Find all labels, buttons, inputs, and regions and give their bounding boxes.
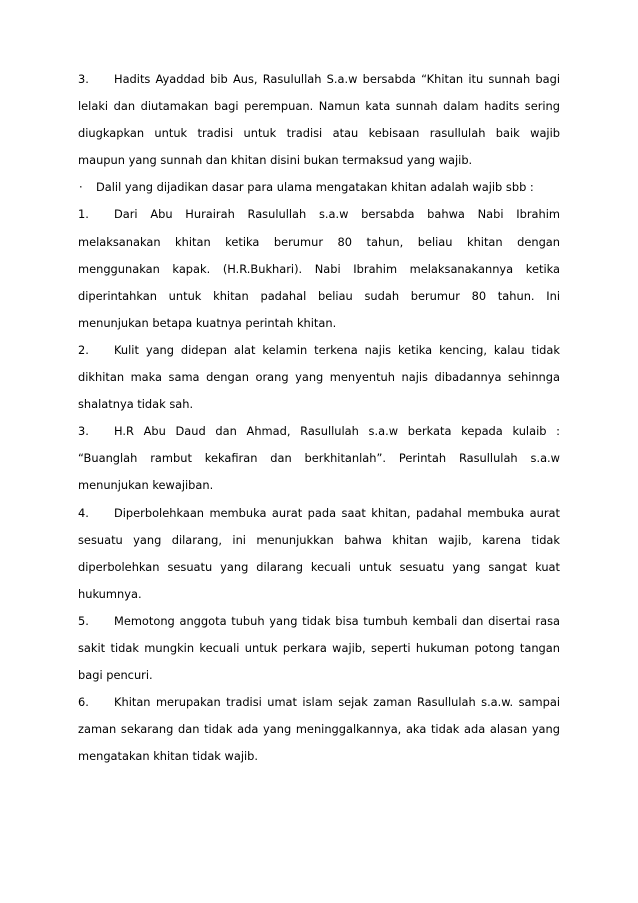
text-line: H.R Abu Daud dan Ahmad, Rasullulah s.a.w berkata kepada kulaib : <box>114 424 560 439</box>
argument-item-6 <box>78 689 560 770</box>
text-line: zaman sekarang dan tidak ada yang meninggalkannya, aka tidak ada alasan yang <box>78 722 560 737</box>
text-line: menunjukan betapa kuatnya perintah khitan. <box>78 315 337 330</box>
text-line: Dalil yang dijadikan dasar para ulama mengatakan khitan adalah wajib sbb : <box>96 180 534 195</box>
text-line: menunjukan kewajiban. <box>78 478 214 493</box>
text-line: shalatnya tidak sah. <box>78 397 194 412</box>
text-line: dikhitan maka sama dengan orang yang menyentuh najis dibadannya sehinnga <box>78 370 560 385</box>
list-number: 6. <box>78 695 89 710</box>
text-line: lelaki dan diutamakan bagi perempuan. Namun kata sunnah dalam hadits sering <box>78 99 560 114</box>
text-line: diugkapkan untuk tradisi untuk tradisi atau kebisaan rasullulah baik wajib <box>78 126 560 141</box>
list-number: 1. <box>78 207 89 222</box>
paragraph-first-line <box>78 201 560 228</box>
list-number: 4. <box>78 505 89 520</box>
text-line: mengatakan khitan tidak wajib. <box>78 749 258 764</box>
text-line: hukumnya. <box>78 586 142 601</box>
list-number: 5. <box>78 613 89 628</box>
paragraph-first-line <box>78 689 560 716</box>
paragraph-first-line <box>78 174 560 201</box>
text-line: Khitan merupakan tradisi umat islam sejak zaman Rasullulah s.a.w. sampai <box>114 695 560 710</box>
text-line: Dari Abu Hurairah Rasulullah s.a.w bersabda bahwa Nabi Ibrahim <box>114 207 560 222</box>
argument-item-4 <box>78 500 560 608</box>
argument-item-3 <box>78 418 560 499</box>
argument-item-5 <box>78 608 560 689</box>
text-line: Hadits Ayaddad bib Aus, Rasulullah S.a.w bersabda “Khitan itu sunnah bagi <box>114 72 560 86</box>
paragraph-first-line <box>78 500 560 527</box>
text-line: Kulit yang didepan alat kelamin terkena najis ketika kencing, kalau tidak <box>114 342 560 357</box>
paragraph-first-line <box>78 418 560 445</box>
bullet-marker: · <box>79 180 83 195</box>
text-line: melaksanakan khitan ketika berumur 80 tahun, beliau khitan dengan <box>78 234 560 249</box>
document-body <box>78 66 560 770</box>
list-number: 3. <box>78 424 89 439</box>
text-line: menggunakan kapak. (H.R.Bukhari). Nabi Ibrahim melaksanakannya ketika <box>78 261 560 276</box>
paragraph-first-line <box>78 608 560 635</box>
argument-item-2 <box>78 337 560 418</box>
paragraph-hadits-ayaddad <box>78 66 560 174</box>
text-line: sakit tidak mungkin kecuali untuk perkara wajib, seperti hukuman potong tangan <box>78 640 560 655</box>
text-line: bagi pencuri. <box>78 668 153 683</box>
text-line: Diperbolehkaan membuka aurat pada saat khitan, padahal membuka aurat <box>114 505 560 520</box>
list-number: 3. <box>78 72 89 86</box>
text-line: diperintahkan untuk khitan padahal beliau sudah berumur 80 tahun. Ini <box>78 288 560 303</box>
text-line: Memotong anggota tubuh yang tidak bisa tumbuh kembali dan disertai rasa <box>114 613 560 628</box>
list-number: 2. <box>78 342 89 357</box>
text-line: maupun yang sunnah dan khitan disini bukan termaksud yang wajib. <box>78 153 473 168</box>
argument-item-1 <box>78 201 560 336</box>
text-line: “Buanglah rambut kekafiran dan berkhitanlah”. Perintah Rasullulah s.a.w <box>78 451 560 466</box>
paragraph-first-line <box>78 66 560 93</box>
text-line: sesuatu yang dilarang, ini menunjukkan bahwa khitan wajib, karena tidak <box>78 532 560 547</box>
paragraph-first-line <box>78 337 560 364</box>
text-line: diperbolehkan sesuatu yang dilarang kecuali untuk sesuatu yang sangat kuat <box>78 559 560 574</box>
dalil-bullet <box>78 174 560 201</box>
